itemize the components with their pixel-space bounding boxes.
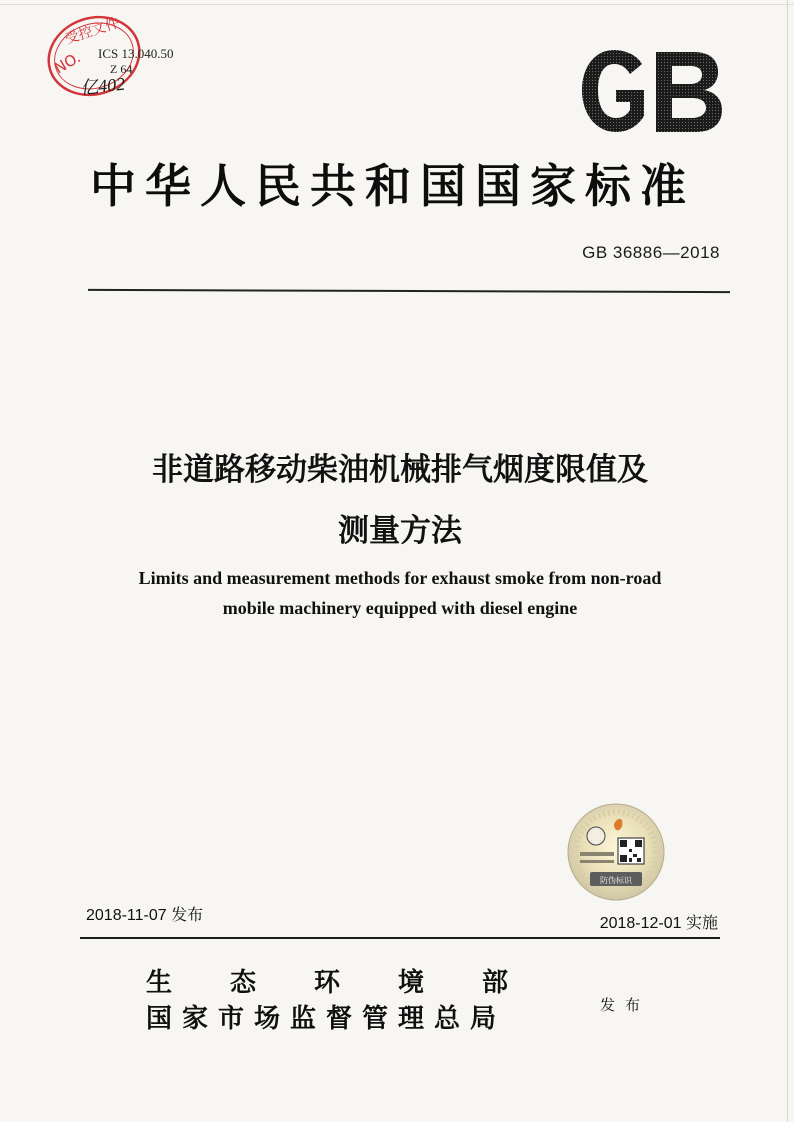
ccs-code: Z 64	[110, 62, 133, 76]
stamp-number: NO.	[51, 48, 84, 78]
gb-logo	[576, 46, 726, 136]
standard-code: GB 36886—2018	[582, 243, 720, 262]
handwritten-number: 亿402	[79, 73, 127, 99]
document-title-cn-line2: 测量方法	[338, 513, 462, 549]
document-title-cn-line1: 非道路移动柴油机械排气烟度限值及	[152, 452, 648, 488]
page-edge-top	[0, 4, 794, 5]
issue-verb: 发布	[600, 996, 651, 1014]
effective-date: 2018-12-01 实施	[599, 915, 718, 932]
header-rule	[88, 289, 730, 293]
issuer-administration: 国家市场监督管理总局	[146, 1004, 507, 1034]
document-title-en-line2: mobile machinery equipped with diesel engine	[222, 598, 578, 618]
standard-type-title: 中华人民共和国国家标准	[90, 159, 695, 213]
ics-code: ICS 13.040.50	[98, 46, 174, 61]
stamp-label: 受控文件	[63, 15, 122, 48]
sticker-label: 防伪标识	[600, 876, 632, 885]
qr-code-seal-icon	[566, 802, 666, 902]
footer-rule	[80, 937, 720, 939]
issuer-ministry: 生态环境部	[146, 968, 567, 998]
issue-date: 2018-11-07 发布	[86, 907, 204, 924]
document-title-en-line1: Limits and measurement methods for exhaust smoke from non-road	[138, 568, 662, 588]
page-edge-right	[787, 0, 788, 1122]
